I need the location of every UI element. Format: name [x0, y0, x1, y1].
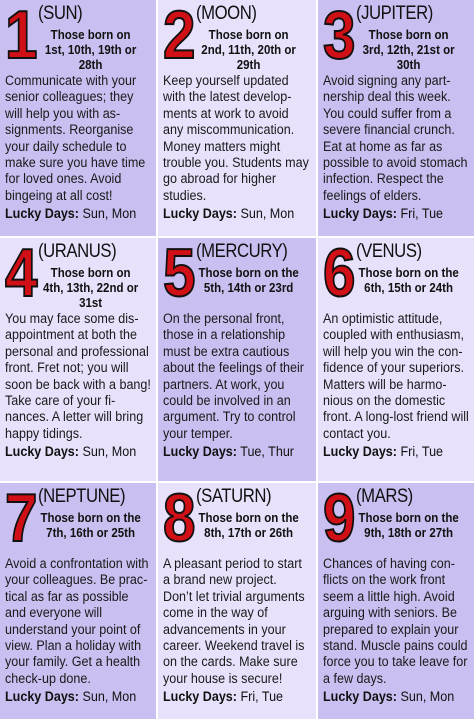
lucky-days-value: Tue, Thur — [240, 444, 294, 460]
card-header — [323, 238, 470, 311]
card-prediction: Keep yourself updated with the latest developments at work to avoid any miscommunication. Money matters might trouble you. Students may go abroad for higher studies. — [163, 73, 309, 203]
card-number: 9 — [323, 483, 356, 556]
card-prediction: Communicate with your senior colleagues; they will help you with assignments. Reorganise your daily schedule to make sure you have time for loved ones. Avoid bingeing at all cost! — [5, 73, 146, 203]
numerology-card-7 — [0, 483, 156, 719]
numerology-card-4 — [0, 238, 156, 481]
card-born-dates: Those born on 3rd, 12th, 21st or 30th — [362, 28, 455, 72]
card-number: 4 — [5, 238, 38, 311]
card-number: 5 — [163, 238, 196, 311]
card-header — [5, 483, 152, 556]
numerology-card-5 — [158, 238, 316, 481]
card-header — [163, 0, 312, 73]
card-prediction: Avoid a confrontation with your colleagues. Be practical as far as possible and everyone will understand your point of view. Plan a holiday with your family. Get a health check-up done. — [5, 556, 149, 686]
lucky-label: Lucky Days: — [5, 206, 79, 222]
lucky-days-value: Sun, Mon — [240, 206, 295, 222]
card-number: 7 — [5, 483, 38, 556]
card-planet: (VENUS) — [356, 241, 422, 262]
card-born-dates: Those born on the 5th, 14th or 23rd — [198, 266, 299, 295]
lucky-days-value: Sun, Mon — [82, 689, 137, 705]
card-born-dates: Those born on the 6th, 15th or 24th — [358, 266, 459, 295]
lucky-label: Lucky Days: — [5, 689, 79, 705]
card-number: 8 — [163, 483, 196, 556]
card-born-dates: Those born on 4th, 13th, 22nd or 31st — [42, 266, 139, 310]
card-planet: (MERCURY) — [196, 241, 288, 262]
lucky-days-value: Fri, Tue — [400, 206, 444, 222]
card-header — [5, 238, 152, 311]
lucky-label: Lucky Days: — [5, 444, 79, 460]
card-prediction: Avoid signing any partnership deal this week. You could suffer from a severe financial crunch. Eat at home as far as possible to avoid stomach infection. Respect the feelings of elders. — [323, 73, 468, 203]
card-planet: (MARS) — [356, 486, 413, 507]
numerology-card-1 — [0, 0, 156, 236]
card-prediction: An optimistic attitude, coupled with enthusiasm, will help you win the confidence of your superiors. Matters will be harmonious on the domestic front. A long-lost friend will contact you. — [323, 311, 469, 441]
card-header — [5, 0, 152, 73]
lucky-days-value: Sun, Mon — [82, 206, 137, 222]
numerology-card-9 — [318, 483, 474, 719]
card-lucky-days — [5, 689, 142, 704]
card-born-dates: Those born on the 8th, 17th or 26th — [198, 511, 299, 540]
card-lucky-days — [323, 689, 460, 704]
lucky-label: Lucky Days: — [323, 206, 397, 222]
card-born-dates: Those born on 2nd, 11th, 20th or 29th — [201, 28, 296, 72]
card-lucky-days — [323, 206, 460, 221]
lucky-label: Lucky Days: — [163, 444, 237, 460]
lucky-label: Lucky Days: — [323, 444, 397, 460]
lucky-label: Lucky Days: — [163, 206, 237, 222]
card-number: 1 — [5, 0, 38, 73]
card-lucky-days — [163, 206, 302, 221]
card-lucky-days — [163, 689, 302, 704]
card-lucky-days — [5, 444, 142, 459]
card-lucky-days — [5, 206, 142, 221]
card-planet: (MOON) — [196, 3, 257, 24]
numerology-card-8 — [158, 483, 316, 719]
numerology-card-6 — [318, 238, 474, 481]
card-number: 3 — [323, 0, 356, 73]
numerology-card-3 — [318, 0, 474, 236]
card-number: 6 — [323, 238, 356, 311]
card-prediction: Chances of having conflicts on the work front seem a little high. Avoid arguing with seniors. Be prepared to explain your stand. Muscle pains could force you to take leave for a few days. — [323, 556, 468, 686]
card-header — [323, 483, 470, 556]
card-header — [163, 238, 312, 311]
card-planet: (SUN) — [38, 3, 83, 24]
lucky-days-value: Fri, Tue — [240, 689, 284, 705]
card-header — [163, 483, 312, 556]
lucky-days-value: Fri, Tue — [400, 444, 444, 460]
card-born-dates: Those born on 1st, 10th, 19th or 28th — [44, 28, 137, 72]
card-prediction: On the personal front, those in a relationship must be extra cautious about the feelings of their partners. At work, you could be involved in an argument. Try to control your temper. — [163, 311, 304, 441]
card-prediction: A pleasant period to start a brand new project. Don’t let trivial arguments come in the way of advancements in your career. Weekend travel is on the cards. Make sure your house is secure! — [163, 556, 305, 686]
lucky-label: Lucky Days: — [323, 689, 397, 705]
lucky-days-value: Sun, Mon — [400, 689, 455, 705]
card-header — [323, 0, 470, 73]
card-planet: (NEPTUNE) — [38, 486, 126, 507]
card-born-dates: Those born on the 9th, 18th or 27th — [358, 511, 459, 540]
lucky-days-value: Sun, Mon — [82, 444, 137, 460]
card-prediction: You may face some disappointment at both the personal and professional front. Fret not; you will soon be back with a bang! Take care of your finances. A letter will bring happy tidings. — [5, 311, 151, 441]
card-number: 2 — [163, 0, 196, 73]
numerology-card-2 — [158, 0, 316, 236]
card-born-dates: Those born on the 7th, 16th or 25th — [40, 511, 141, 540]
lucky-label: Lucky Days: — [163, 689, 237, 705]
card-lucky-days — [323, 444, 460, 459]
card-lucky-days — [163, 444, 302, 459]
card-planet: (URANUS) — [38, 241, 117, 262]
card-planet: (JUPITER) — [356, 3, 433, 24]
card-planet: (SATURN) — [196, 486, 272, 507]
